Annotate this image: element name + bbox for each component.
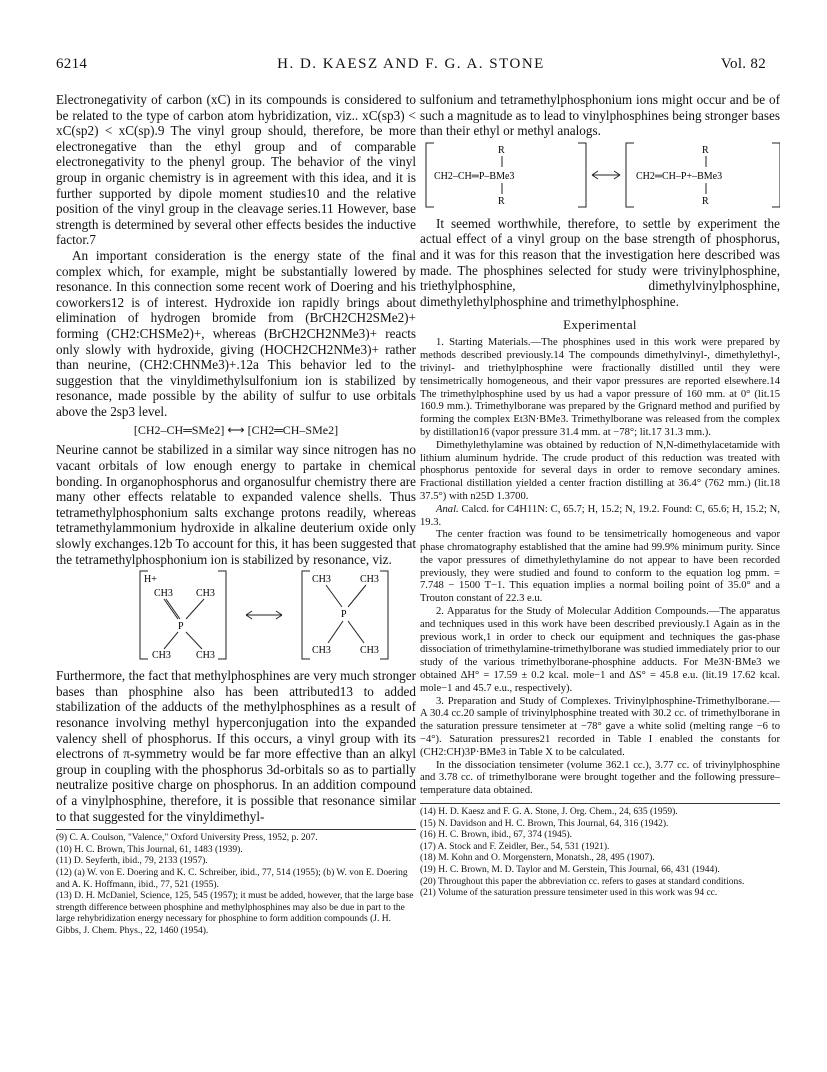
ch3-label: CH3 bbox=[152, 650, 171, 662]
paragraph-dimethylethylamine: Dimethylethylamine was obtained by reduction of N,N-dimethylacetamide with lithium aluminum hydride. The crude product of this reduction was treated with phosphorus pentoxide for several days in order to remove secondary amines. Fractional distillation yielded a center fraction distilling at 36.4° (762 mm.) (lit.18 37.5°) with n25D 1.3700. bbox=[420, 439, 780, 502]
footnote-13: (13) D. H. McDaniel, Science, 125, 545 (1957); it must be added, however, that the large base strength difference between phosphine and methylphosphines may also be due in part to the large rehybridization energy necessary for phosphine to form addition compounds (J. H. Gibbs, J. Chem. Phys., 22, 1460 (1954). bbox=[56, 891, 414, 936]
r-group-label: R bbox=[702, 144, 709, 156]
paragraph-apparatus bbox=[420, 606, 780, 696]
r-group-label: R bbox=[498, 144, 505, 156]
ch3-label: CH3 bbox=[360, 645, 379, 657]
paragraph-center-fraction: The center fraction was found to be tensimetrically homogeneous and vapor phase chromatography established that the amine had 99.9% minimum purity. Since the vapor pressures of dimethylethylamine do not appear to have been recorded previously, they were studied and found to conform to the equation log pmm. = 7.748 − 1500 T−1. This equation implies a normal boiling point of 35.0° and a Trouton constant of 22.3 e.u. bbox=[420, 529, 780, 605]
phosphonium-resonance-structure bbox=[56, 567, 416, 663]
apparatus-heading: 2. Apparatus for the Study of Molecular Addition Compounds. bbox=[436, 606, 709, 618]
h-plus-label: H+ bbox=[144, 574, 157, 586]
page-number: 6214 bbox=[56, 56, 88, 72]
paragraph-dissociation: In the dissociation tensimeter (volume 362.1 cc.), 3.77 cc. of trivinylphosphine and 3.78 cc. of trimethylborane were brought together and the following pressure–temperature data obtained. bbox=[420, 759, 780, 797]
analysis-text: Calcd. for C4H11N: C, 65.7; H, 15.2; N, 19.2. Found: C, 65.6; H, 15.2; N, 19.3. bbox=[420, 503, 780, 528]
phosphorus-label: P bbox=[178, 621, 184, 633]
paragraph-preparation bbox=[420, 696, 780, 760]
footnote-17: (17) A. Stock and F. Zeidler, Ber., 54, 531 (1921). bbox=[420, 841, 610, 852]
paragraph-sulfonium-continued: sulfonium and tetramethylphosphonium ions might occur and be of such a magnitude as to lead to vinylphosphines being stronger bases than their ethyl or methyl analogs. bbox=[420, 92, 780, 139]
paragraph-neurine: Neurine cannot be stabilized in a similar way since nitrogen has no vacant orbitals of low enough energy to partake in chemical bonding. In organophosphorus and organosulfur chemistry there are many other effects relatable to expanded valence shells. Thus tetramethylphosphonium salts exchange protons readily, whereas tetramethylammonium hydroxide in alkaline deuterium oxide only slowly exchanges.12b To account for this, it has been suggested that the tetramethylphosphonium ion is stabilized by resonance, viz. bbox=[56, 442, 416, 567]
footnote-16: (16) H. C. Brown, ibid., 67, 374 (1945). bbox=[420, 830, 572, 841]
footnote-14: (14) H. D. Kaesz and F. G. A. Stone, J. Org. Chem., 24, 635 (1959). bbox=[420, 807, 678, 818]
footnotes-right bbox=[420, 807, 780, 900]
vinyl-chain-right: CH2═CH–P+–BMe3 bbox=[636, 170, 723, 182]
footnote-19: (19) H. C. Brown, M. D. Taylor and M. Gerstein, This Journal, 66, 431 (1944). bbox=[420, 865, 720, 875]
starting-materials-text: —The phosphines used in this work were prepared by methods described previously.14 The compounds dimethylvinyl-, dimethylethyl-, trivinyl- and triethylphosphine were fractionally distilled until they were tensimetrically homogeneous, and their vapor pressures are reported elsewhere.14 The trimethylphosphine used by us had a vapor pressure of 160 mm. at 0° (lit.15 160.9 mm.). Trimethylborane was prepared by the Grignard method and purified by forming the complex Et3N·BMe3. Trimethylborane was released from the complex by distillation16 (vapor pressure 31.4 mm. at −78°; lit.17 31.3 mm.). bbox=[420, 337, 780, 438]
preparation-heading: 3. Preparation and Study of Complexes. Trivinylphosphine-Trimethylborane. bbox=[436, 695, 770, 707]
analysis-heading: Anal. bbox=[436, 503, 459, 515]
ch3-label: CH3 bbox=[196, 588, 215, 600]
ch3-label: CH3 bbox=[312, 574, 331, 586]
paragraph-energy-state: An important consideration is the energy state of the final complex which, for example, might be substantially lowered by resonance. In this connection some recent work of Doering and his coworkers12 is of interest. Hydroxide ion rapidly brings about elimination of hydrogen bromide from (BrCH2CH2SMe2)+ forming (CH2:CHSMe2)+, whereas (BrCH2CH2NMe3)+ reacts only slowly with hydroxide, giving (HOCH2CH2NMe3)+ rather than neurine, (CH2:CHNMe3)+.12a This behavior led to the suggestion that the vinyldimethylsulfonium ion is stabilized by resonance, made possible by the ability of sulfur to use orbitals above the 2sp3 level. bbox=[56, 247, 416, 419]
running-header bbox=[56, 56, 766, 76]
vinylphosphine-resonance-structure bbox=[420, 139, 780, 211]
footnote-15: (15) N. Davidson and H. C. Brown, This Journal, 64, 316 (1942). bbox=[420, 818, 669, 829]
phosphorus-label: P bbox=[341, 609, 347, 621]
ch3-label: CH3 bbox=[154, 588, 173, 600]
footnotes-left bbox=[56, 833, 416, 937]
paragraph-methylphosphines: Furthermore, the fact that methylphosphines are very much stronger bases than phosphine also has been attributed13 to added stabilization of the adducts of the methylphosphines as a result of resonance involving methyl hyperconjugation into the expanded valency shell of phosphorus. If this occurs, a vinyl group with its electrons of π-symmetry would be far more effective than an alkyl group in coupling with the phosphorus 3d-orbitals so as to partially neutralize positive charge on phosphorus. In an addition compound of a vinylphosphine, therefore, it is possible that resonance similar to that suggested for the vinyldimethyl- bbox=[56, 668, 416, 824]
footnote-12: (12) (a) W. von E. Doering and K. C. Schreiber, ibid., 77, 514 (1955); (b) W. von E. Doering and A. K. Hoffmann, ibid., 77, 521 (1955). bbox=[56, 867, 408, 890]
left-column bbox=[56, 92, 416, 938]
footnote-21: (21) Volume of the saturation pressure tensimeter used in this work was 94 cc. bbox=[420, 888, 718, 899]
footnote-18: (18) M. Kohn and O. Morgenstern, Monatsh., 28, 495 (1907). bbox=[420, 853, 655, 864]
r-group-label: R bbox=[498, 195, 505, 207]
equation-sulfonium-resonance: [CH2–CH═SMe2] ⟷ [CH2═CH–SMe2] bbox=[133, 423, 339, 438]
paragraph-analysis bbox=[420, 504, 780, 530]
footnote-20: (20) Throughout this paper the abbreviation cc. refers to gases at standard conditions. bbox=[420, 876, 745, 887]
vinyl-chain-left: CH2–CH═P–BMe3 bbox=[434, 170, 515, 182]
paragraph-electronegativity: Electronegativity of carbon (xC) in its compounds is considered to be related to the type of carbon atom hybridization, viz.. xC(sp3) < xC(sp2) < xC(sp).9 The vinyl group should, therefore, be more electronegative than the ethyl group and of comparable electronegativity to the phenyl group. The behavior of the vinyl group in organic chemistry is in agreement with this idea, and it is further supported by dipole moment studies10 and the relative position of the vinyl group in the cleavage series.11 However, base strength is determined by several other effects besides the inductive factor.7 bbox=[56, 92, 416, 248]
footnote-11: (11) D. Seyferth, ibid., 79, 2133 (1957). bbox=[56, 856, 208, 867]
right-column bbox=[420, 92, 780, 900]
paragraph-investigation: It seemed worthwhile, therefore, to settle by experiment the actual effect of a vinyl group on the base strength of phosphorus, and it was for this reason that the investigation here described was made. The phosphines selected for study were trivinylphosphine, triethylphosphine, dimethylvinylphosphine, dimethylethylphosphine and trimethylphosphine. bbox=[420, 215, 780, 309]
footnote-10: (10) H. C. Brown, This Journal, 61, 1483 (1939). bbox=[56, 844, 243, 855]
footnote-rule bbox=[420, 803, 780, 804]
footnote-9: (9) C. A. Coulson, "Valence," Oxford University Press, 1952, p. 207. bbox=[56, 833, 318, 844]
running-head-authors: H. D. KAESZ AND F. G. A. STONE bbox=[277, 56, 545, 72]
ch3-label: CH3 bbox=[312, 645, 331, 657]
paragraph-starting-materials bbox=[420, 337, 780, 439]
volume-label: Vol. 82 bbox=[720, 56, 766, 72]
starting-materials-heading: 1. Starting Materials. bbox=[436, 337, 531, 349]
r-group-label: R bbox=[702, 195, 709, 207]
section-heading-experimental: Experimental bbox=[563, 317, 637, 333]
preparation-text: —A 30.4 cc.20 sample of trivinylphosphine treated with 30.2 cc. of trimethylborane in the saturation pressure tensimeter at −78° gave a white solid (melting range −6 to −4°). Saturation pressures21 recorded in Table I enabled the constants for (CH2:CH)3P·BMe3 in Table X to be calculated. bbox=[420, 695, 780, 758]
ch3-label: CH3 bbox=[196, 650, 215, 662]
apparatus-text: —The apparatus and techniques used in this work have been described previously.1 Again as in the previous work,1 in order to check our equipment and techniques the gas-phase dissociation of trimethylamine-trimethylborane was studied immediately prior to our study of the various trimethylborane-phosphine adducts. For Me3N·BMe3 we obtained ΔH° = 17.59 ± 0.2 kcal. mole−1 and ΔS° = 45.8 e.u. (lit.19 17.62 kcal. mole−1 and 45.7 e.u., respectively). bbox=[420, 606, 780, 694]
ch3-label: CH3 bbox=[360, 574, 379, 586]
footnote-rule bbox=[56, 829, 416, 830]
